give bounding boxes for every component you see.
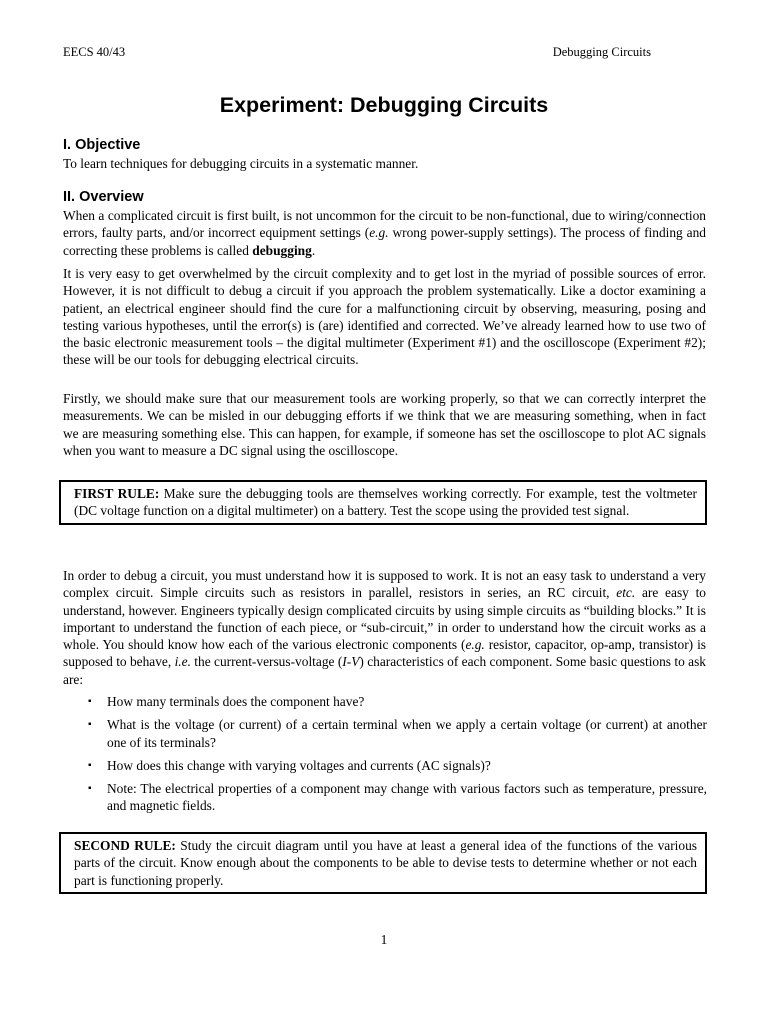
list-item — [88, 693, 707, 710]
second-rule-box — [59, 832, 707, 894]
list-item-text: What is the voltage (or current) of a certain terminal when we apply a certain voltage (or current) at another one of its terminals? — [107, 717, 707, 750]
first-rule-text: Make sure the debugging tools are themselves working correctly. For example, test the voltmeter (DC voltage function on a digital multimeter) on a battery. Test the scope using the provided test signal. — [74, 486, 697, 519]
italic-eg: e.g. — [369, 225, 389, 241]
list-item — [88, 757, 707, 774]
list-item — [88, 716, 707, 751]
italic-eg: e.g. — [465, 637, 485, 653]
text-span: . — [311, 242, 316, 258]
overview-paragraph-3: Firstly, we should make sure that our measurement tools are working properly, so that we can correctly interpret the measurements. We can be misled in our debugging efforts if we think that we are measuring something, when in fact we are measuring something else. This can happen, for example, if someone has set the oscilloscope to plot AC signals when you want to measure a DC signal using the oscilloscope. — [63, 391, 706, 458]
objective-text: To learn techniques for debugging circuits in a systematic manner. — [63, 156, 419, 171]
second-rule-label: SECOND RULE: — [74, 838, 176, 853]
page-number: 1 — [380, 932, 388, 947]
first-rule-label: FIRST RULE: — [74, 486, 160, 501]
list-item-text: Note: The electrical properties of a component may change with various factors such as temperature, pressure, and magnetic fields. — [107, 781, 707, 814]
second-rule-text: Study the circuit diagram until you have at least a general idea of the functions of the various parts of the circuit. Know enough about the components to be able to devise tests to determine whether or not each part is functioning properly. — [74, 838, 697, 888]
overview-heading: II. Overview — [63, 189, 144, 205]
list-item — [88, 780, 707, 815]
overview-paragraph-1 — [63, 207, 706, 259]
bullet-icon: ▪ — [88, 719, 92, 731]
text-span: When a complicated circuit is first built, is not uncommon for the circuit to be non-functional, due to wiring/connection errors, faulty parts, and/or incorrect equipment settings ( — [63, 208, 706, 241]
italic-etc: etc. — [616, 585, 636, 601]
bullet-icon: ▪ — [88, 783, 92, 795]
bold-term: debugging — [252, 242, 312, 258]
italic-iv: I-V — [342, 654, 360, 670]
italic-ie: i.e. — [174, 654, 191, 670]
text-span: ) characteristics of each component. Some basic questions to ask are: — [63, 654, 706, 687]
paragraph-4 — [63, 567, 706, 688]
text-span: wrong power-supply settings). The process of finding and correcting these problems is called — [63, 225, 706, 258]
text-span: resistor, capacitor, op-amp, transistor) is supposed to behave, — [63, 637, 706, 670]
overview-paragraph-2: It is very easy to get overwhelmed by the circuit complexity and to get lost in the myriad of possible sources of error. However, it is not difficult to debug a circuit if you approach the problem systematically. Like a doctor examining a patient, an electrical engineer should find the cure for a malfunctioning circuit by observing, measuring, posing and testing various hypotheses, until the error(s) is (are) identified and corrected. We’ve already learned how to use two of the basic electronic measurement tools – the digital multimeter (Experiment #1) and the oscilloscope (Experiment #2); these will be our tools for debugging electrical circuits. — [63, 266, 706, 368]
text-span: In order to debug a circuit, you must understand how it is supposed to work. It is not an easy task to understand a very complex circuit. Simple circuits such as resistors in parallel, resistors in series, an RC circuit, — [63, 568, 706, 601]
text-span: are easy to understand, however. Engineers typically design complicated circuits by using simple circuits as “building blocks.” It is important to understand the function of each piece, or “sub-circuit,” in order to understand how the circuit works as a whole. You should know how each of the various electronic components ( — [63, 585, 707, 653]
question-list — [88, 693, 707, 821]
bullet-icon: ▪ — [88, 696, 92, 707]
objective-heading: I. Objective — [63, 137, 141, 153]
page-title: Experiment: Debugging Circuits — [219, 93, 549, 117]
text-span: the current-versus-voltage ( — [190, 654, 343, 670]
header-topic: Debugging Circuits — [552, 45, 651, 59]
list-item-text: How does this change with varying voltages and currents (AC signals)? — [107, 757, 491, 773]
header-course: EECS 40/43 — [63, 45, 126, 59]
bullet-icon: ▪ — [88, 759, 92, 771]
list-item-text: How many terminals does the component have? — [107, 694, 365, 709]
first-rule-box — [59, 480, 707, 525]
